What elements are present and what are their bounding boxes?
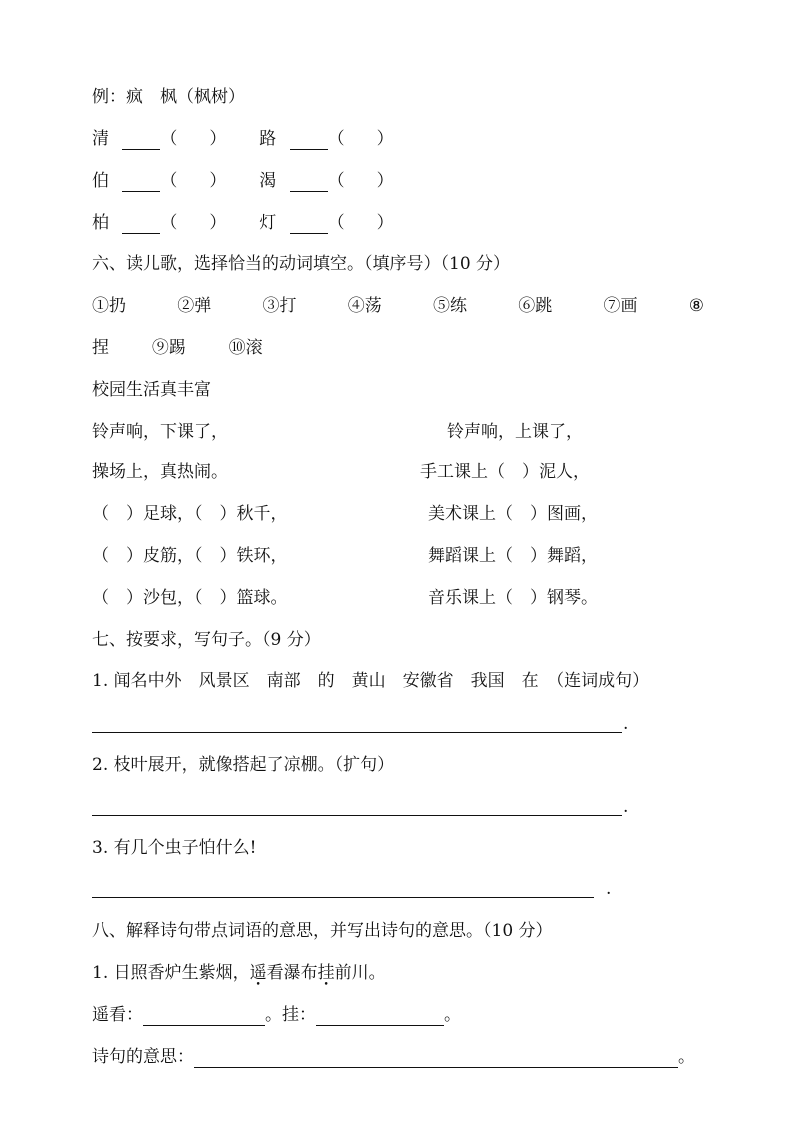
poem-text: 前川。 [334,963,386,983]
blank[interactable] [122,173,160,192]
char: 伯 [92,171,109,191]
meaning-blank[interactable] [194,1049,678,1068]
char: 渴 [259,171,277,191]
poem-meaning-line [92,1046,695,1068]
poem-left-line: （ ）沙包，（ ）篮球。 [92,588,288,608]
verb-option: ⑨踢 [151,338,186,358]
verb-option: ④荡 [347,296,382,316]
blank[interactable] [122,215,160,234]
verb-option: ②弹 [177,296,212,316]
blank[interactable] [122,131,160,150]
question-2: 2. 枝叶展开，就像搭起了凉棚。（扩句） [92,755,395,775]
paren-close: ） [209,213,227,233]
char: 清 [92,129,109,149]
paren-close: ） [209,171,227,191]
example-line: 例：疯 枫（枫树） [92,87,245,107]
paren-close: ） [376,171,394,191]
poem-left-line: 铃声响，下课了， [92,422,228,442]
poem-text: 1. 日照香炉生紫烟， [92,963,250,983]
poem-left-line: （ ）足球，（ ）秋千， [92,504,288,524]
poem-right-line: 音乐课上（ ）钢琴。 [428,588,598,608]
char-row [92,128,394,150]
word-meanings [92,1004,461,1026]
paren-open: （ [160,171,178,191]
poem-right-line: 铃声响，上课了， [447,422,583,442]
poem-line [92,962,386,984]
paren-open: （ [160,213,178,233]
poem-left-line: 操场上，真热闹。 [92,462,228,482]
char: 柏 [92,213,109,233]
dotted-char: 挂 [317,963,335,983]
paren-open: （ [327,171,345,191]
blank[interactable] [290,131,328,150]
poem-text: 看瀑布 [266,963,318,983]
verb-option: ⑤练 [433,296,467,316]
period-mark: . [623,714,629,734]
poem-right-line: 舞蹈课上（ ）舞蹈， [428,546,598,566]
paren-close: ） [376,129,394,149]
question-3: 3. 有几个虫子怕什么! [92,838,257,858]
verb-option: 捏 [92,338,109,358]
yaokan-label: 遥看： [92,1005,143,1025]
paren-open: （ [160,129,178,149]
char: 路 [259,129,277,149]
poem-right-line: 美术课上（ ）图画， [428,504,598,524]
paren-open: （ [327,129,345,149]
dotted-char: 遥 [249,963,267,983]
section-6-title: 六、读儿歌，选择恰当的动词填空。（填序号）（10 分） [92,254,511,274]
section-8-title: 八、解释诗句带点词语的意思，并写出诗句的意思。（10 分） [92,921,553,941]
poem-title: 校园生活真丰富 [92,380,211,400]
verb-option: ⑦画 [603,296,638,316]
yaokan-blank[interactable] [143,1007,265,1026]
period-mark: 。 [678,1047,695,1067]
verb-options-line-1 [92,295,704,317]
period-mark: . [623,797,629,817]
gua-blank[interactable] [316,1007,444,1026]
char-row [92,212,394,234]
meaning-label: 诗句的意思： [92,1047,194,1067]
answer-line[interactable] [92,814,622,816]
answer-line[interactable] [92,896,594,898]
blank[interactable] [290,173,328,192]
poem-left-line: （ ）皮筋，（ ）铁环， [92,546,288,566]
paren-close: ） [376,213,394,233]
char: 灯 [259,213,277,233]
question-1: 1. 闻名中外 风景区 南部 的 黄山 安徽省 我国 在 （连词成句） [92,671,650,691]
verb-option: ③打 [262,296,297,316]
verb-option: ⑧ [688,296,704,316]
poem-right-line: 手工课上（ ）泥人， [420,462,590,482]
blank[interactable] [290,215,328,234]
period-mark: 。 [444,1005,461,1025]
period-mark: . [606,879,612,899]
char-row [92,170,394,192]
verb-option: ①扔 [92,296,126,316]
verb-options-line-2 [92,337,263,359]
gua-label: 。挂： [265,1005,316,1025]
verb-option: ⑩滚 [228,338,263,358]
paren-open: （ [327,213,345,233]
answer-line[interactable] [92,731,622,733]
section-7-title: 七、按要求，写句子。（9 分） [92,630,321,650]
paren-close: ） [209,129,227,149]
verb-option: ⑥跳 [518,296,553,316]
